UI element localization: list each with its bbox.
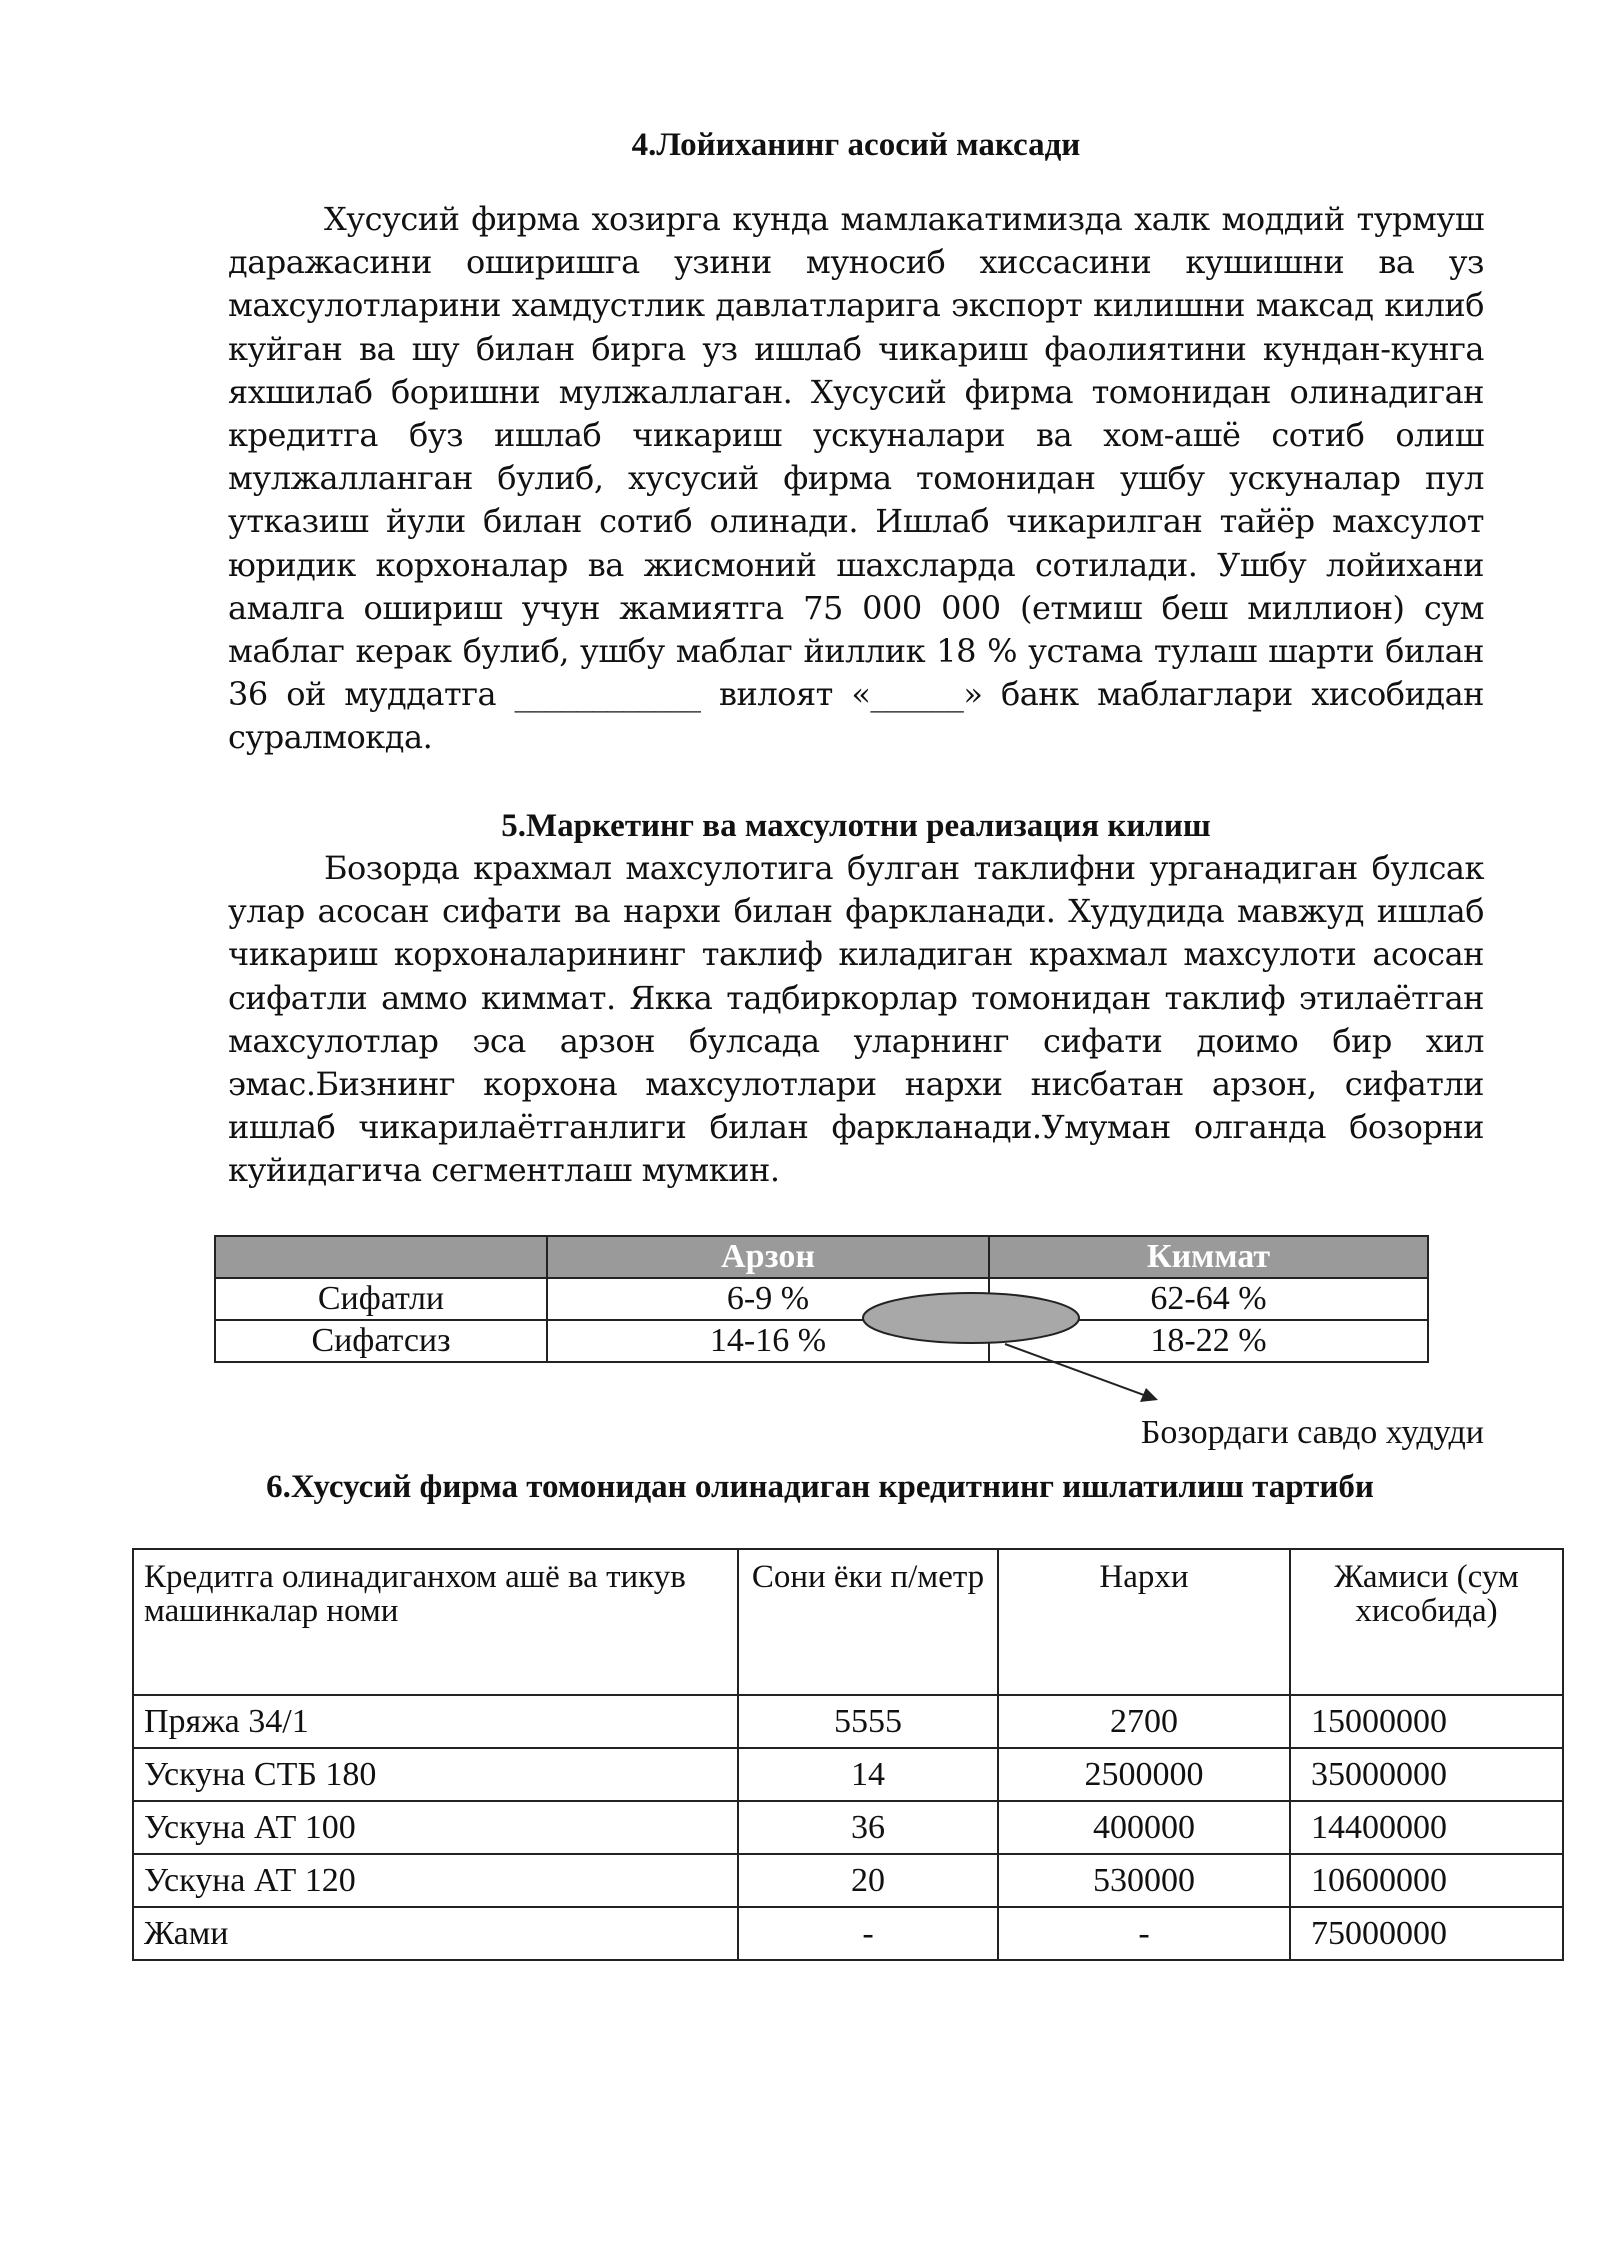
- credit-header-quantity: Сони ёки п/метр: [738, 1549, 998, 1695]
- credit-header-price: Нархи: [998, 1549, 1290, 1695]
- trade-zone-marker: [860, 1290, 1170, 1410]
- credit-total-price: -: [998, 1907, 1290, 1960]
- credit-item-total: 10600000: [1290, 1854, 1563, 1907]
- section-5-paragraph: [228, 847, 1484, 1193]
- market-cell: 62-64 %: [989, 1278, 1428, 1320]
- market-table-row: [215, 1320, 1428, 1362]
- credit-item-price: 2500000: [998, 1748, 1290, 1801]
- section-4-paragraph-text: Хусусий фирма хозирга кунда мамлакатимизда халк моддий турмуш даражасини оширишга узини муносиб хиссасини кушишни ва уз махсулотларини хамдустлик давлатларига экспорт килишни максад килиб куйган ва шу билан бирга уз ишлаб чикариш фаолиятини кундан-кунга яхшилаб боришни мулжаллаган. Хусусий фирма томонидан олинадиган кредитга буз ишлаб чикариш ускуналари ва хом-ашё сотиб олиш мулжалланган булиб, хусусий фирма томонидан ушбу ускуналар пул утказиш йули билан сотиб олинади. Ишлаб чикарилган тайёр махсулот юридик корхоналар ва жисмоний шахсларда сотилади. Ушбу лойихани амалга ошириш учун жамиятга 75 000 000 (етмиш беш миллион) сум маблаг керак булиб, ушбу маблаг йиллик 18 % устама тулаш шарти билан 36 ой муддатга ____________ вилоят «______» банк маблаглари хисобидан суралмокда.: [228, 200, 1484, 757]
- section-4-heading: 4.Лойиханинг асосий максади: [631, 127, 1081, 163]
- section-6-heading: 6.Хусусий фирма томонидан олинадиган кредитнинг ишлатилиш тартиби: [266, 1469, 1374, 1505]
- credit-item-name: Пряжа 34/1: [133, 1695, 738, 1748]
- credit-item-quantity: 36: [738, 1801, 998, 1854]
- credit-item-total: 14400000: [1290, 1801, 1563, 1854]
- credit-item-price: 400000: [998, 1801, 1290, 1854]
- section-5-paragraph-text: Бозорда крахмал махсулотига булган таклифни урганадиган булсак улар асосан сифати ва нархи билан фаркланади. Худудида мавжуд ишлаб чикариш корхоналарининг таклиф киладиган крахмал махсулоти асосан сифатли аммо киммат. Якка тадбиркорлар томонидан таклиф этилаётган махсулотлар эса арзон булсада уларнинг сифати доимо бир хил эмас.Бизнинг корхона махсулотлари нархи нисбатан арзон, сифатли ишлаб чикарилаётганлиги билан фаркланади.Умуман олганда бозорни куйидагича сегментлаш мумкин.: [228, 849, 1484, 1190]
- market-table-header-row: [215, 1236, 1428, 1278]
- credit-total-label: Жами: [133, 1907, 738, 1960]
- market-cell: 6-9 %: [547, 1278, 989, 1320]
- credit-table-row: [133, 1854, 1563, 1907]
- market-cell: 18-22 %: [989, 1320, 1428, 1362]
- credit-table-total-row: [133, 1907, 1563, 1960]
- credit-item-name: Ускуна АТ 120: [133, 1854, 738, 1907]
- credit-item-total: 15000000: [1290, 1695, 1563, 1748]
- market-row-label: Сифатсиз: [215, 1320, 547, 1362]
- credit-item-price: 2700: [998, 1695, 1290, 1748]
- trade-zone-ellipse: [863, 1293, 1079, 1343]
- section-5-heading: 5.Маркетинг ва махсулотни реализация килиш: [501, 808, 1211, 844]
- credit-table-row: [133, 1801, 1563, 1854]
- credit-item-quantity: 20: [738, 1854, 998, 1907]
- credit-total-quantity: -: [738, 1907, 998, 1960]
- credit-item-name: Ускуна АТ 100: [133, 1801, 738, 1854]
- credit-item-total: 35000000: [1290, 1748, 1563, 1801]
- credit-item-price: 530000: [998, 1854, 1290, 1907]
- market-row-label: Сифатли: [215, 1278, 547, 1320]
- market-segment-table: [214, 1235, 1429, 1363]
- market-header-expensive: Киммат: [989, 1236, 1428, 1278]
- credit-header-name: Кредитга олинадиганхом ашё ва тикув машинкалар номи: [133, 1549, 738, 1695]
- credit-usage-table: [132, 1548, 1564, 1961]
- section-4-paragraph: [228, 198, 1484, 760]
- credit-grand-total: 75000000: [1290, 1907, 1563, 1960]
- trade-zone-label: Бозордаги савдо худуди: [1140, 1414, 1484, 1451]
- credit-item-quantity: 14: [738, 1748, 998, 1801]
- credit-item-name: Ускуна СТБ 180: [133, 1748, 738, 1801]
- credit-table-row: [133, 1748, 1563, 1801]
- market-header-cheap: Арзон: [547, 1236, 989, 1278]
- trade-zone-arrow-line: [1005, 1344, 1152, 1398]
- credit-table-header-row: [133, 1549, 1563, 1695]
- credit-item-quantity: 5555: [738, 1695, 998, 1748]
- credit-table-row: [133, 1695, 1563, 1748]
- credit-header-total: Жамиси (сум хисобида): [1290, 1549, 1563, 1695]
- market-cell: 14-16 %: [547, 1320, 989, 1362]
- market-header-empty: [215, 1236, 547, 1278]
- market-table-row: [215, 1278, 1428, 1320]
